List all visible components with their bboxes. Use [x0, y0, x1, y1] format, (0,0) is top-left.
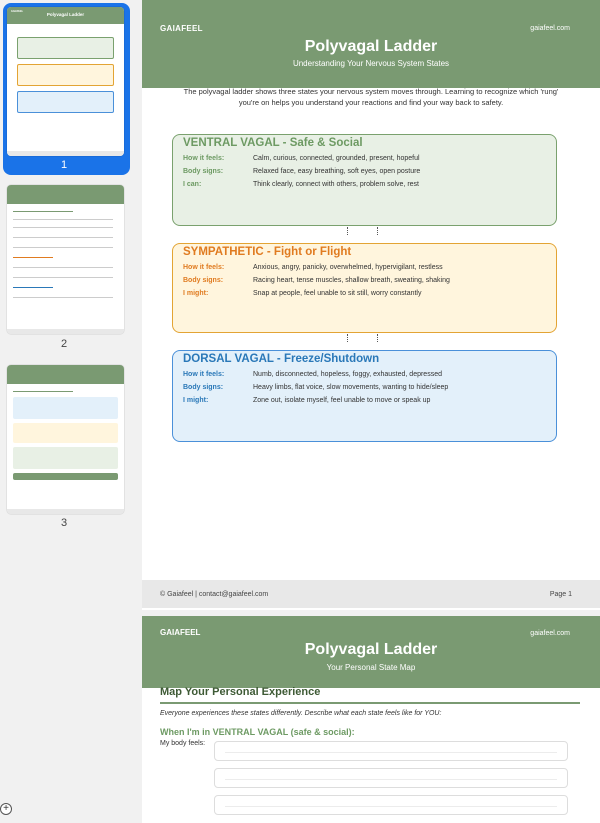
state-row: How it feels: Anxious, angry, panicky, overwhelmed, hypervigilant, restless [183, 264, 443, 271]
state-title: SYMPATHETIC - Fight or Flight [183, 246, 352, 258]
thumb-brand: GAIAFEEL [11, 10, 24, 13]
page-header [142, 616, 600, 688]
section-title: Map Your Personal Experience [160, 686, 321, 698]
footer-contact: © Gaiafeel | contact@gaiafeel.com [160, 591, 269, 598]
page-header [142, 0, 600, 88]
brand-logo: GAIAFEEL [160, 628, 201, 637]
plus-circle-icon[interactable]: + [0, 803, 12, 815]
page-thumbnail-2[interactable] [7, 185, 124, 334]
state-row: Body signs: Relaxed face, easy breathing, soft eyes, open posture [183, 168, 421, 175]
instruction-text: Everyone experiences these states differently. Describe what each state feels like for YOU: [160, 710, 442, 717]
state-title: DORSAL VAGAL - Freeze/Shutdown [183, 353, 380, 365]
state-title: VENTRAL VAGAL - Safe & Social [183, 137, 363, 149]
page-subtitle: Understanding Your Nervous System States [292, 59, 450, 68]
field-label: My body feels: [160, 740, 206, 747]
document-page-1 [142, 0, 600, 610]
page-number-2[interactable]: 2 [60, 338, 68, 350]
state-subheading: When I'm in VENTRAL VAGAL (safe & social): [160, 727, 355, 737]
page-thumbnail-1[interactable] [7, 7, 124, 156]
footer-page-number: Page 1 [549, 591, 572, 598]
intro-text: The polyvagal ladder shows three states your nervous system moves through. Learning to recognize which 'rung' you're on helps you understand your reactions and find your way back to safety. [183, 87, 559, 107]
sympathetic-card [172, 243, 557, 333]
state-row: Body signs: Heavy limbs, flat voice, slow movements, wanting to hide/sleep [183, 384, 449, 391]
ladder-connector [377, 334, 378, 342]
body-feels-field-3[interactable] [214, 795, 568, 815]
state-row: How it feels: Numb, disconnected, hopeless, foggy, exhausted, depressed [183, 371, 442, 378]
state-row: I can: Think clearly, connect with others, problem solve, rest [183, 181, 419, 188]
body-feels-field-1[interactable] [214, 741, 568, 761]
brand-logo: GAIAFEEL [160, 24, 203, 33]
state-row: I might: Snap at people, feel unable to sit still, worry constantly [183, 290, 422, 297]
page-title: Polyvagal Ladder [304, 38, 438, 55]
site-url: gaiafeel.com [530, 25, 570, 32]
page-number-3[interactable]: 3 [60, 517, 68, 529]
page-thumbnail-3[interactable] [7, 365, 124, 514]
ventral-vagal-card [172, 134, 557, 226]
state-row: I might: Zone out, isolate myself, feel unable to move or speak up [183, 397, 431, 404]
page-subtitle: Your Personal State Map [326, 663, 416, 672]
site-url: gaiafeel.com [530, 630, 570, 637]
state-row: How it feels: Calm, curious, connected, grounded, present, hopeful [183, 155, 420, 162]
page-thumbnail-sidebar [0, 0, 140, 823]
document-viewer [142, 0, 600, 823]
ladder-connector [377, 227, 378, 235]
ladder-connector [347, 227, 348, 235]
thumb-title: Polyvagal Ladder [46, 12, 85, 17]
state-row: Body signs: Racing heart, tense muscles, shallow breath, sweating, shaking [183, 277, 450, 284]
ladder-connector [347, 334, 348, 342]
dorsal-vagal-card [172, 350, 557, 442]
body-feels-field-2[interactable] [214, 768, 568, 788]
page-title: Polyvagal Ladder [304, 641, 438, 658]
page-number-1[interactable]: 1 [60, 159, 68, 171]
section-divider [160, 702, 580, 704]
page-footer [142, 580, 600, 608]
